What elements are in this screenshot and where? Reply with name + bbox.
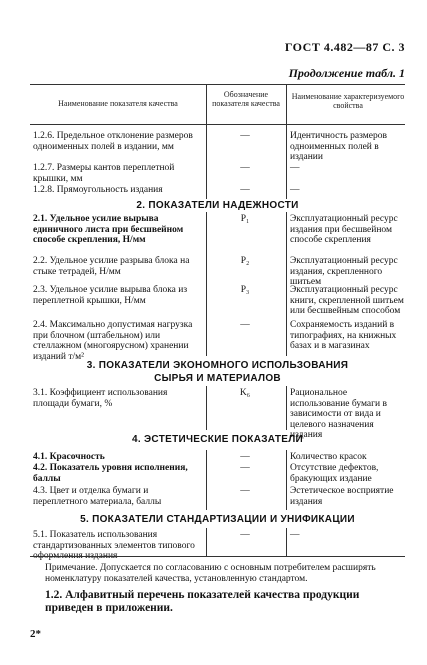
section-title: СЫРЬЯ И МАТЕРИАЛОВ	[154, 373, 281, 384]
row-property: Идентичность размеров одноименных полей в издании	[290, 131, 387, 162]
row-name: 1.2.8. Прямоугольность издания	[33, 185, 163, 195]
row-name: 2.4. Максимально допустимая нагрузка при блочном (штабельном) или стеллажном (многоярусном) хранении изданий т/м²	[33, 320, 193, 362]
column-header-property: Наименование характеризуемого свойства	[291, 92, 405, 110]
row-property: Сохраняемость изданий в типографиях, на книжных базах и в магазинах	[290, 320, 397, 351]
table-header-rule	[30, 124, 405, 125]
paragraph: 1.2. Алфавитный перечень показателей качества продукции приведен в приложении.	[45, 589, 360, 614]
column-divider	[286, 212, 287, 356]
row-name: 5.1. Показатель использования стандартизованных элементов типового оформления издания	[33, 530, 195, 561]
row-name: 4.1. Красочность	[33, 452, 105, 462]
row-symbol: —	[240, 185, 250, 195]
column-divider	[286, 125, 287, 199]
row-symbol: —	[240, 163, 250, 173]
column-divider	[206, 528, 207, 556]
page-footer-mark: 2*	[30, 628, 41, 640]
column-header-symbol: Обозначение показателя качества	[212, 90, 280, 108]
row-property: Отсутствие дефектов, бракующих издание	[290, 463, 379, 484]
row-name: 4.3. Цвет и отделка бумаги и переплетного материала, баллы	[33, 486, 162, 507]
page-header: ГОСТ 4.482—87 С. 3	[284, 40, 405, 54]
row-name: 2.2. Удельное усилие разрыва блока на стыке тетрадей, Н/мм	[33, 256, 190, 277]
row-symbol: —	[240, 530, 250, 540]
column-divider	[286, 84, 287, 125]
row-property: Рациональное использование бумаги в зависимости от вида и целевого назначения издания	[290, 388, 387, 440]
table-continuation-label: Продолжение табл. 1	[288, 66, 405, 80]
row-property: —	[290, 163, 300, 173]
section-title: 2. ПОКАЗАТЕЛИ НАДЕЖНОСТИ	[136, 200, 299, 211]
column-divider	[206, 125, 207, 199]
row-symbol: P₁	[240, 214, 250, 224]
row-symbol: —	[240, 131, 250, 141]
column-divider	[206, 212, 207, 356]
row-name: 2.1. Удельное усилие вырыва единичного листа при бесшвейном способе скрепления, Н/мм	[33, 214, 184, 245]
row-symbol: P₂	[240, 256, 250, 266]
section-title: 4. ЭСТЕТИЧЕСКИЕ ПОКАЗАТЕЛИ	[132, 434, 303, 445]
table-bottom-rule	[30, 556, 405, 557]
row-property: Эксплуатационный ресурс книги, скрепленной шитьем или бесшвейным способом	[290, 285, 404, 316]
table-top-rule	[30, 84, 405, 85]
row-name: 1.2.6. Предельное отклонение размеров одноименных полей в издании, мм	[33, 131, 193, 152]
row-symbol: P₃	[240, 285, 250, 295]
row-symbol: —	[240, 452, 250, 462]
row-property: —	[290, 185, 300, 195]
section-title: 5. ПОКАЗАТЕЛИ СТАНДАРТИЗАЦИИ И УНИФИКАЦИИ	[80, 514, 355, 525]
column-header-name: Наименование показателя качества	[58, 99, 178, 108]
row-property: —	[290, 530, 300, 540]
column-divider	[206, 84, 207, 125]
row-symbol: K₆	[239, 388, 251, 398]
row-property: Эксплуатационный ресурс издания при бесшвейном способе скрепления	[290, 214, 398, 245]
row-property: Эксплуатационный ресурс издания, скрепленного шитьем	[290, 256, 398, 287]
row-name: 1.2.7. Размеры кантов переплетной крышки, мм	[33, 163, 175, 184]
row-name: 4.2. Показатель уровня исполнения, баллы	[33, 463, 188, 484]
row-property: Количество красок	[290, 452, 367, 462]
column-divider	[286, 386, 287, 430]
section-title: 3. ПОКАЗАТЕЛИ ЭКОНОМНОГО ИСПОЛЬЗОВАНИЯ	[86, 360, 349, 371]
column-divider	[286, 450, 287, 510]
column-divider	[206, 386, 207, 430]
row-property: Эстетическое восприятие издания	[290, 486, 394, 507]
table-note: Примечание. Допускается по согласованию с основным потребителем расширять номенклатуру показателей качества, установленную стандартом.	[45, 563, 376, 584]
column-divider	[286, 528, 287, 556]
row-name: 2.3. Удельное усилие вырыва блока из переплетной крышки, Н/мм	[33, 285, 188, 306]
column-divider	[206, 450, 207, 510]
row-symbol: —	[240, 463, 250, 473]
row-symbol: —	[240, 320, 250, 330]
row-symbol: —	[240, 486, 250, 496]
row-name: 3.1. Коэффициент использования площади бумаги, %	[33, 388, 168, 409]
